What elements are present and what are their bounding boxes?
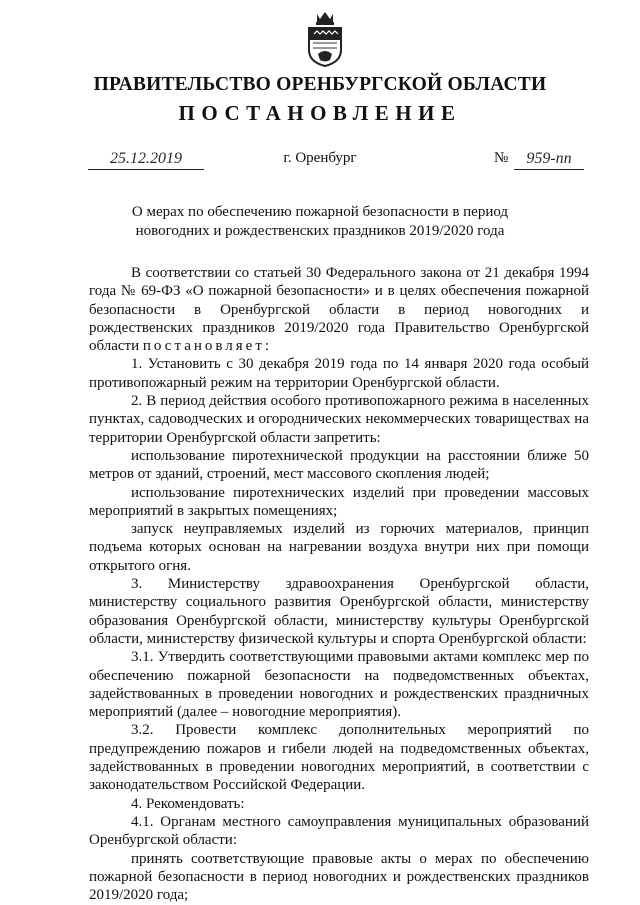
organization-title: ПРАВИТЕЛЬСТВО ОРЕНБУРГСКОЙ ОБЛАСТИ <box>93 74 547 95</box>
document-city: г. Оренбург <box>283 150 357 166</box>
paragraph-4: 4. Рекомендовать: <box>131 795 245 812</box>
paragraph-3-1: 3.1. Утвердить соответствующими правовыми актами комплекс мер по обеспечению пожарной безопасности на подведомственных объектах, задействованных в проведении новогодних и рождественских праздничных мероприятий (далее – новогодние мероприятия). <box>89 649 589 721</box>
number-label: № <box>494 150 509 166</box>
paragraph-2b: использование пиротехнических изделий при проведении массовых мероприятий в закрытых помещениях; <box>89 484 589 519</box>
paragraph-4-1: 4.1. Органам местного самоуправления муниципальных образований Оренбургской области: <box>89 813 589 849</box>
document-type-title: ПОСТАНОВЛЕНИЕ <box>178 101 462 125</box>
paragraph-2c: запуск неуправляемых изделий из горючих материалов, принцип подъема которых основан на нагревании воздуха внутри них при помощи открытого огня. <box>89 521 589 574</box>
resolves-word: постановляет: <box>142 338 273 355</box>
subject-line-1: О мерах по обеспечению пожарной безопасности в период <box>131 204 509 220</box>
document-number: 959-пп <box>514 150 584 170</box>
preamble-text: В соответствии со статьей 30 Федерального закона от 21 декабря 1994 года № 69-ФЗ «О пожарной безопасности» и в целях обеспечения пожарной безопасности в Оренбургской области в период новогодних и рождественских праздников 2019/2020 года Правительство Оренбургской области <box>89 265 589 355</box>
paragraph-4-1a: принять соответствующие правовые акты о мерах по обеспечению пожарной безопасности в период новогодних и рождественских праздников 2019/2020 года; <box>89 850 589 904</box>
document-date: 25.12.2019 <box>88 150 204 170</box>
orenburg-coat-of-arms-icon <box>305 10 345 68</box>
document-subject <box>0 203 640 241</box>
preamble-paragraph <box>89 264 589 355</box>
paragraph-3-2: 3.2. Провести комплекс дополнительных мероприятий по предупреждению пожаров и гибели людей на подведомственных объектах, задействованных в проведении новогодних мероприятий, в соответствии с законодательством Российской Федерации. <box>89 722 589 794</box>
paragraph-1: 1. Установить с 30 декабря 2019 года по 14 января 2020 года особый противопожарный режим на территории Оренбургской области. <box>89 356 589 391</box>
paragraph-3: 3. Министерству здравоохранения Оренбургской области, министерству социального развития Оренбургской области, министерству образования Оренбургской области, министерству культуры Оренбургской области, министерству физической культуры и спорта Оренбургской области: <box>89 576 589 647</box>
subject-line-2: новогодних и рождественских праздников 2019/2020 года <box>135 223 505 239</box>
document-body <box>89 264 589 904</box>
paragraph-2: 2. В период действия особого противопожарного режима в населенных пунктах, садоводческих и огороднических некоммерческих товариществах на территории Оренбургской области запретить: <box>89 393 589 446</box>
paragraph-2a: использование пиротехнической продукции на расстоянии ближе 50 метров от зданий, строений, мест массового скопления людей; <box>89 447 589 483</box>
